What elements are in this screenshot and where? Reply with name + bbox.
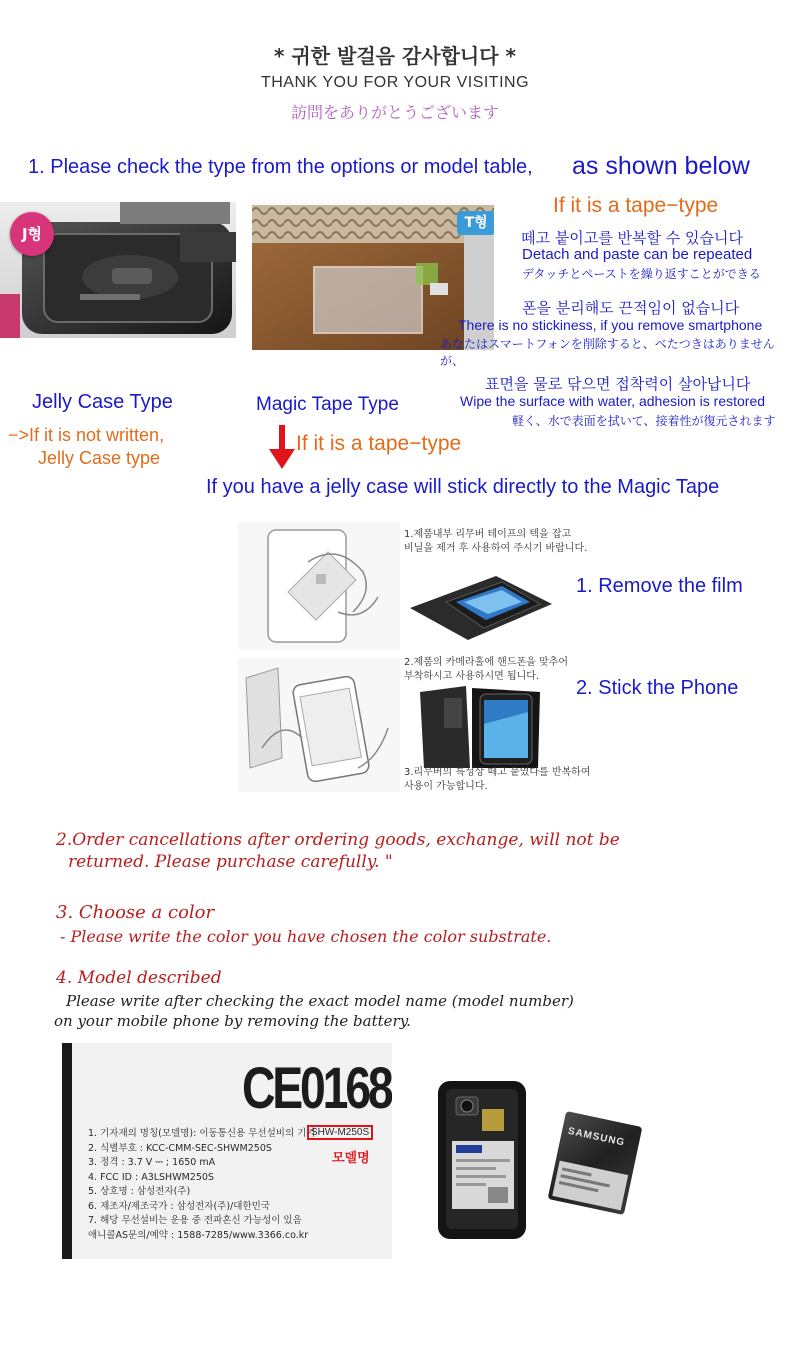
jelly-default-note-line2: Jelly Case type bbox=[38, 448, 161, 468]
note2-japanese: あなたはスマートフォンを削除すると、べたつきはありませんが、 bbox=[440, 337, 775, 368]
ce-mark: CE0168 bbox=[242, 1056, 391, 1121]
note1-korean: 떼고 붙이고를 반복할 수 있습니다 bbox=[521, 229, 743, 247]
phone-back-photo bbox=[436, 1079, 528, 1241]
label-line: 4. FCC ID : A3LSHWM250S bbox=[88, 1171, 214, 1183]
note1-japanese: デタッチとペーストを繰り返すことができる bbox=[522, 267, 761, 281]
section1-heading bbox=[28, 156, 533, 179]
title-japanese: 訪問をありがとうございます bbox=[290, 103, 499, 122]
label-line: 7. 해당 무선설비는 운용 중 전파혼신 가능성이 있음 bbox=[88, 1215, 302, 1226]
jelly-stick-note: If you have a jelly case will stick directly to the Magic Tape bbox=[206, 476, 720, 498]
model-note-line1: Please write after checking the exact model name (model number) bbox=[66, 992, 574, 1010]
arrow-down-icon bbox=[269, 425, 295, 469]
note2-english: There is no stickiness, if you remove smartphone bbox=[458, 317, 763, 333]
magic-tape-label: Magic Tape Type bbox=[256, 394, 399, 415]
model-name-tag: 모델명 bbox=[332, 1151, 370, 1166]
battery-photo bbox=[547, 1111, 642, 1215]
step3-korean: 3.리무버의 특성상 떼고 붙였다를 반복하여 사용이 가능합니다. bbox=[404, 767, 591, 792]
label-line: 애니콜AS문의/예약 : 1588-7285/www.3366.co.kr bbox=[88, 1229, 309, 1241]
note3-japanese: 軽く、水で表面を拭いて、接着性が復元されます bbox=[512, 414, 776, 428]
label-lines bbox=[88, 1127, 316, 1243]
magic-tape-note: If it is a tape−type bbox=[296, 432, 462, 455]
label-line: 3. 정격 : 3.7 V ⎓ ; 1650 mA bbox=[88, 1157, 216, 1168]
stick-phone-sketch bbox=[238, 658, 400, 792]
step1-english: 1. Remove the film bbox=[576, 575, 743, 597]
jelly-case-photo bbox=[0, 202, 236, 338]
color-note: - Please write the color you have chosen the color substrate. bbox=[60, 927, 552, 946]
note1-english: Detach and paste can be repeated bbox=[522, 246, 753, 263]
model-label-photo bbox=[62, 1043, 392, 1259]
jelly-default-note-line1: −>If it is not written, bbox=[8, 425, 165, 445]
step1-korean: 1.제품내부 리무버 테이프의 텍을 잡고 비닐을 제거 후 사용하여 주시기 바랍니다. bbox=[404, 529, 588, 554]
phone-on-case-photo bbox=[406, 548, 556, 648]
label-line: 5. 상호명 : 삼성전자(주) bbox=[88, 1186, 191, 1197]
model-note-line2: on your mobile phone by removing the battery. bbox=[54, 1012, 411, 1030]
model-code-box: SHW-M250S bbox=[307, 1125, 373, 1140]
order-policy-line1: 2.Order cancellations after ordering goods, exchange, will not be bbox=[56, 830, 620, 850]
step2-korean: 2.제품의 카메라홀에 핸드폰을 맞추어 부착하시고 사용하시면 됩니다. bbox=[404, 657, 568, 682]
step2-english: 2. Stick the Phone bbox=[576, 677, 739, 699]
t-type-badge: T형 bbox=[457, 211, 494, 235]
peel-film-sketch bbox=[238, 522, 400, 650]
label-line: 6. 제조자/제조국가 : 삼성전자(주)/대한민국 bbox=[88, 1200, 270, 1212]
instruction-panel bbox=[238, 522, 608, 792]
note3-english: Wipe the surface with water, adhesion is restored bbox=[460, 393, 766, 409]
model-heading: 4. Model described bbox=[56, 968, 222, 988]
phone-stuck-photo bbox=[414, 684, 548, 770]
title-korean: * 귀한 발걸음 감사합니다 * bbox=[274, 44, 516, 68]
section1-heading-text: 1. Please check the type from the options or model table, bbox=[28, 156, 533, 178]
label-line: 1. 기자재의 명칭(모델명): 이동통신용 무선설비의 기기 bbox=[88, 1128, 316, 1139]
order-policy-line2: returned. Please purchase carefully. " bbox=[68, 852, 393, 872]
note3-korean: 표면을 물로 닦으면 접착력이 살아납니다 bbox=[485, 375, 751, 393]
jelly-case-label: Jelly Case Type bbox=[32, 391, 173, 413]
battery-brand: SAMSUNG bbox=[566, 1125, 627, 1149]
section1-heading-emphasis: as shown below bbox=[572, 152, 750, 180]
tape-type-heading: If it is a tape−type bbox=[553, 194, 719, 217]
label-line: 2. 식별부호 : KCC-CMM-SEC-SHWM250S bbox=[88, 1142, 272, 1154]
title-english: THANK YOU FOR YOUR VISITING bbox=[260, 74, 530, 91]
note2-korean: 폰을 분리해도 끈적임이 없습니다 bbox=[522, 299, 740, 317]
j-type-badge: J형 bbox=[10, 212, 54, 256]
color-heading: 3. Choose a color bbox=[56, 902, 215, 923]
